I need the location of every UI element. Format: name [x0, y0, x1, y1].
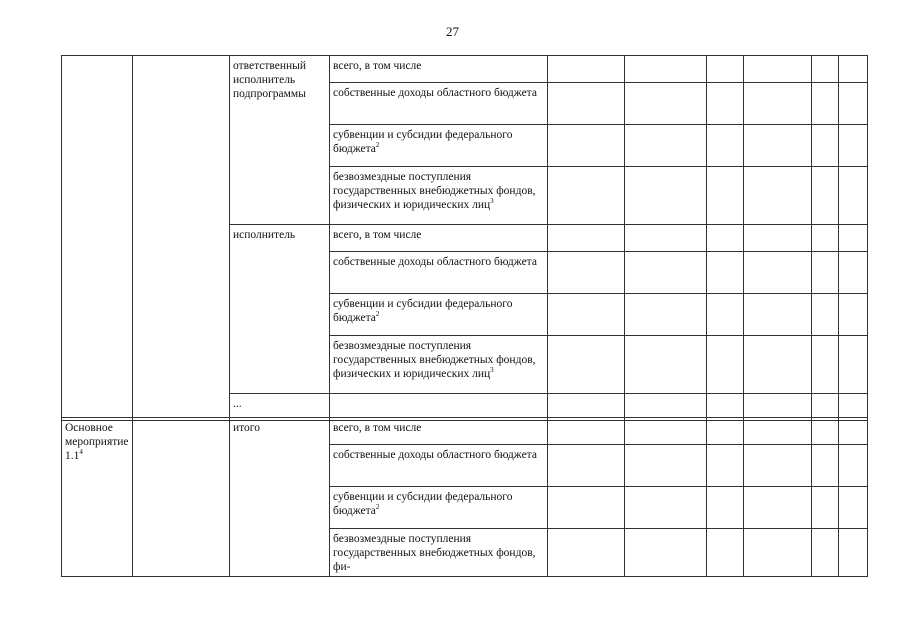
footnote-marker: 2 [375, 310, 380, 319]
blank-cell [133, 418, 230, 577]
footnote-marker: 3 [490, 366, 494, 375]
source-own-revenue: собственные доходы областного бюджета [330, 83, 548, 125]
source-own-revenue: собственные доходы областного бюджета [330, 252, 548, 294]
budget-table [61, 55, 868, 421]
table-row [62, 418, 868, 445]
source-federal-subsidies: субвенции и субсидии федерального бюджета$^2$ [330, 125, 548, 167]
source-gratuitous: безвозмездные поступления государственных внебюджетных фондов, физических и юридических лиц$^3$ [330, 167, 548, 225]
source-gratuitous-partial: безвозмездные поступления государственных внебюджетных фондов, фи- [330, 529, 548, 577]
source-own-revenue: собственные доходы областного бюджета [330, 445, 548, 487]
source-total: всего, в том числе [330, 225, 548, 252]
page-number: 27 [446, 24, 459, 39]
main-activity-table [61, 417, 868, 577]
role-executor: исполнитель [230, 225, 330, 394]
source-federal-subsidies: субвенции и субсидии федерального бюджета$^2$ [330, 294, 548, 336]
source-total: всего, в том числе [330, 56, 548, 83]
role-ellipsis: ... [230, 394, 330, 421]
footnote-marker: 2 [375, 503, 380, 512]
role-responsible: ответственный исполнитель подпрограммы [230, 56, 330, 225]
footnote-marker: 4 [79, 448, 83, 457]
footnote-marker: 2 [375, 141, 380, 150]
activity-cell-empty [62, 56, 133, 421]
source-gratuitous: безвозмездные поступления государственных внебюджетных фондов, физических и юридических лиц$^3$ [330, 336, 548, 394]
main-activity-cell: Основное мероприятие $1.1^4$ [62, 418, 133, 577]
source-federal-subsidies: субвенции и субсидии федерального бюджета$^2$ [330, 487, 548, 529]
footnote-marker: 3 [490, 197, 494, 206]
role-total: итого [230, 418, 330, 577]
source-total: всего, в том числе [330, 418, 548, 445]
table-row [62, 56, 868, 83]
blank-cell [133, 56, 230, 421]
